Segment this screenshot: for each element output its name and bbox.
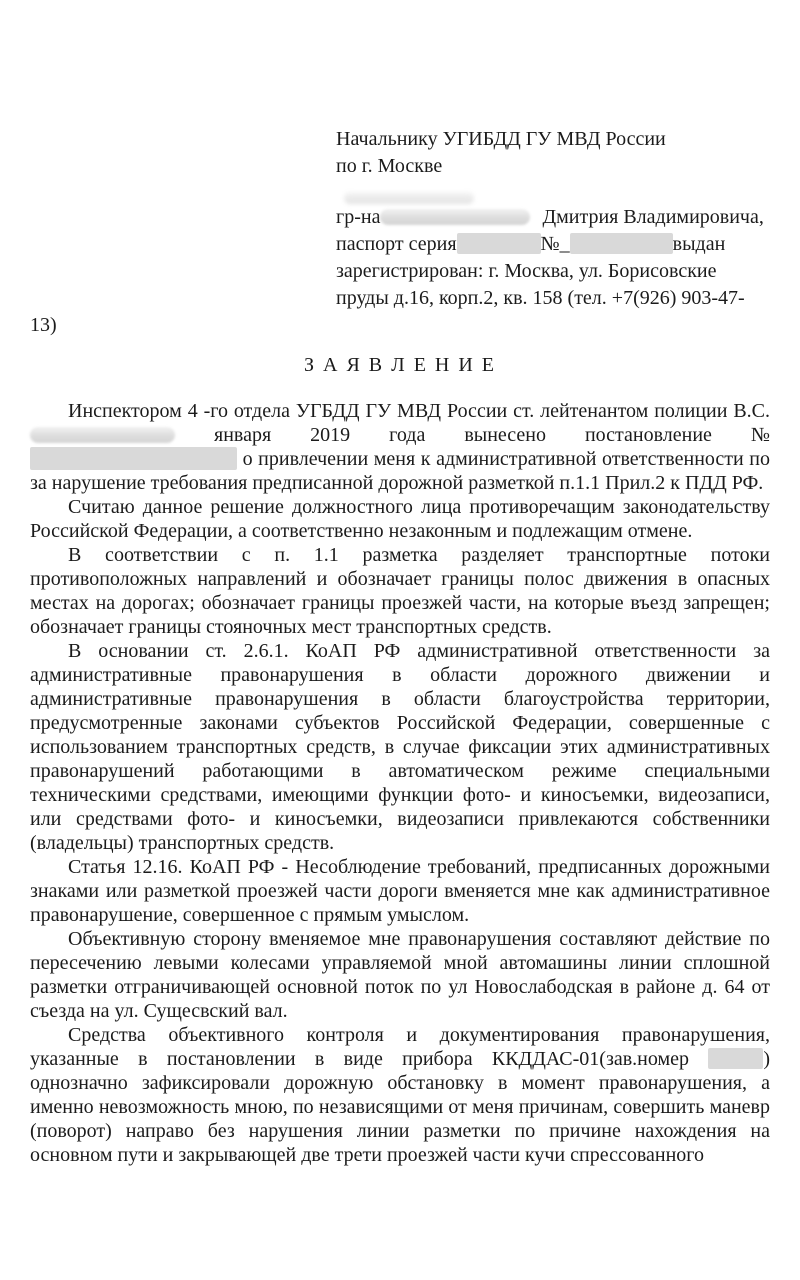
- recipient-line-applicant: [336, 204, 770, 231]
- recipient-line-registered: зарегистрирован: г. Москва, ул. Борисовские: [336, 260, 717, 282]
- recipient-block: [336, 126, 770, 312]
- paragraph-text: Средства объективного контроля и документирования правонарушения, указанные в постановлении в виде прибора ККДДАС-01(зав.номер: [30, 1024, 770, 1070]
- phone-overflow-line: 13): [30, 314, 57, 336]
- redacted-line: [344, 192, 770, 204]
- paragraph-objective-side: [30, 927, 770, 1023]
- applicant-name: Дмитрия Владимировича,: [542, 206, 764, 228]
- paragraph-text: января 2019 года вынесено постановление №: [214, 424, 771, 446]
- recipient-line-city: по г. Москве: [336, 155, 443, 177]
- paragraph-text: Инспектором 4 -го отдела УГБДД ГУ МВД России ст. лейтенантом полиции В.С.: [68, 400, 770, 422]
- recipient-line-authority: Начальнику УГИБДД ГУ МВД России: [336, 128, 666, 150]
- paragraph-text: В соответствии с п. 1.1 разметка разделяет транспортные потоки противоположных направлений и обозначает границы полос движения в опасных местах на дорогах; обозначает границы проезжей части, на которые въезд запрещен; обозначает границы стояночных мест транспортных средств.: [30, 544, 770, 638]
- device-serial-redaction: [708, 1048, 763, 1069]
- paragraph-text: ) однозначно зафиксировали дорожную обстановку в момент правонарушения, а именно невозможность мною, по независящими от меня причинам, совершить маневр (поворот) направо без нарушения линии разметки по причине нахождения на основном пути и закрывающей две трети проезжей части кучи спрессованного: [30, 1048, 770, 1166]
- paragraph-text: о привлечении меня к административной ответственности по за нарушение требования предписанной дорожной разметкой п.1.1 Прил.2 к ПДД РФ.: [30, 448, 771, 494]
- recipient-line-address: пруды д.16, корп.2, кв. 158 (тел. +7(926) 903-47-: [336, 287, 745, 309]
- paragraph-marking-definition: [30, 543, 770, 639]
- paragraph-koap-261: [30, 639, 770, 855]
- document-title: З А Я В Л Е Н И Е: [303, 354, 497, 376]
- paragraph-text: Считаю данное решение должностного лица противоречащим законодательству Российской Федерации, а соответственно незаконным и подлежащим отмене.: [30, 496, 770, 542]
- applicant-prefix: гр-на: [336, 206, 381, 228]
- inspector-name-redaction: [30, 427, 175, 443]
- paragraph-text: Объективную сторону вменяемое мне правонарушения составляют действие по пересечению левыми колесами управляемой мной автомашины линии сплошной разметки отграничивающей основной поток по ул Новослабодская в районе д. 64 от съезда на ул. Сущесвский вал.: [30, 928, 770, 1022]
- passport-number-redaction: [570, 233, 673, 254]
- paragraph-text: Статья 12.16. КоАП РФ - Несоблюдение требований, предписанных дорожными знаками или разметкой проезжей части дороги вменяется мне как административное правонарушение, совершенное с прямым умыслом.: [30, 856, 770, 926]
- applicant-name-redaction: [380, 209, 530, 225]
- resolution-number-redaction: [30, 447, 237, 470]
- redaction-smudge: [344, 192, 474, 204]
- paragraph-control-means: [30, 1023, 770, 1167]
- paragraph-text: В основании ст. 2.6.1. КоАП РФ административной ответственности за административные правонарушения в области дорожного движении и административные правонарушения в области благоустройства территории, предусмотренные законами субъектов Российской Федерации, совершенные с использованием транспортных средств, в случае фиксации этих административных правонарушений работающими в автоматическом режиме специальными техническими средствами, имеющими функции фото- и киносъемки, видеозаписи, или средствами фото- и киносъемки, видеозаписи привлекаются собственники (владельцы) транспортных средств.: [30, 640, 770, 854]
- paragraph-opinion: [30, 495, 770, 543]
- paragraph-inspector: [30, 399, 770, 495]
- paragraph-article-1216: [30, 855, 770, 927]
- recipient-gap: [336, 180, 770, 192]
- passport-label: паспорт серия: [336, 233, 457, 255]
- passport-series-redaction: [457, 233, 541, 254]
- passport-number-label: №_: [540, 233, 570, 255]
- document-body: [30, 399, 770, 1167]
- passport-issued-label: выдан: [672, 233, 726, 255]
- recipient-line-passport: [336, 231, 770, 258]
